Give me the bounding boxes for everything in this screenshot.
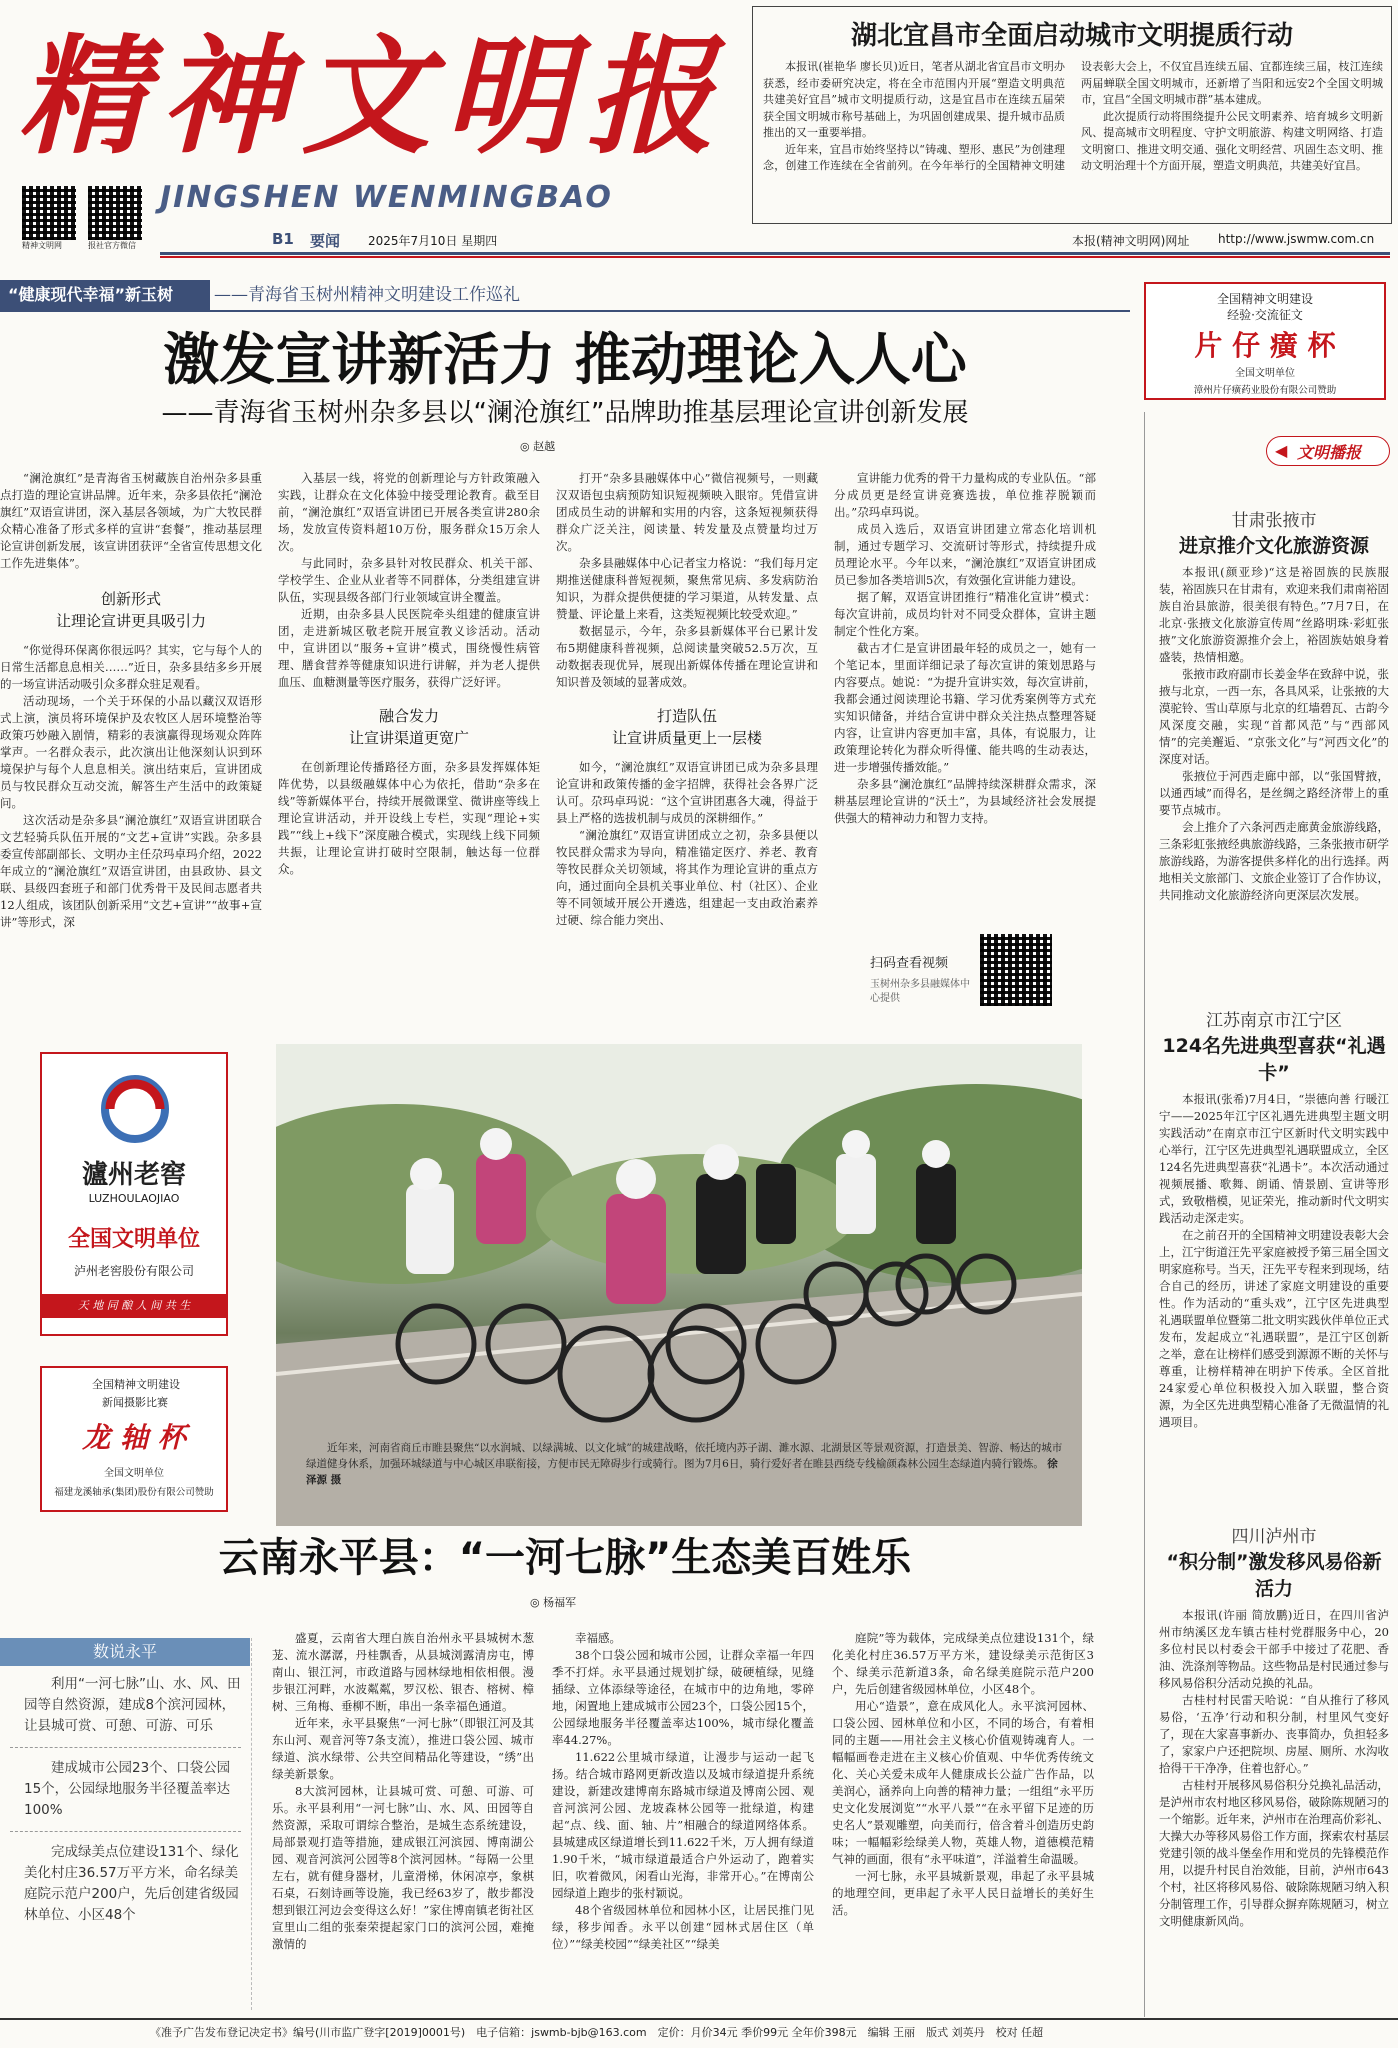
brief-place: 四川泸州市 (1231, 1527, 1317, 1547)
issue-date: 2025年7月10日 星期四 (368, 234, 498, 248)
bottom-col1-para: 8大滨河园林，让县城可赏、可憩、可游、可乐。永平县利用“一河七脉”山、水、风、田园等自然资源，采取可谓综合整治，是城生态系统建设，局部景观打造等措施，建成银江河滨园、博南湖公园、观音河滨河公园等8个滨河园林。“每隔一公里左右，就有健身器材，儿童滑梯，休闲凉亭，象棋石桌，石刻诗画等设施，我已经63岁了，散步都没想到银江河边会变得这么好！”家住博南镇老街社区宣里山二组的张秦荣提起家门口的滨河公园，难掩激情的 (272, 1784, 534, 1951)
brief-item (1159, 1006, 1389, 1501)
brief-para: 古桂村村民雷天哈说：“自从推行了移风易俗，‘五净’行动和积分制，村里风气变好了，现在大家喜事新办、丧事简办，负担轻多了，家家户户还把院坝、房屋、厕所、水沟收拾得干干净净，住着也舒心。” (1159, 1693, 1389, 1775)
masthead-rule (160, 252, 1390, 255)
main-col3-para: 数据显示，今年，杂多县新媒体平台已累计发布5期健康科普视频，总阅读量突破52.5万次，互动数据表现优异，展现出新媒体传播在理论宣讲和知识普及领域的显著成效。 (556, 624, 818, 689)
video-qr-code[interactable] (980, 934, 1052, 1006)
main-col1-para: 这次活动是杂多县“澜沧旗红”双语宣讲团联合文艺轻骑兵队伍开展的“文艺+宣讲”实践。杂多县委宣传部副部长、文明办主任尕玛卓玛介绍，2022年成立的“澜沧旗红”双语宣讲团，由县政协、县文联、县级四套班子和部门优秀骨干及民间志愿者共12人组成，该团队创新采用“文艺+宣讲”“故事+宣讲”等形式，深 (0, 813, 262, 929)
main-story-byline: ◎ 赵越 (520, 440, 556, 453)
bottom-story-headline: 云南永平县：“一河七脉”生态美百姓乐 (218, 1535, 912, 1581)
qr-label-website: 精神文明网 (22, 241, 62, 250)
stats-item: 利用“一河七脉”山、水、风、田园等自然资源，建成8个滨河园林，让县城可赏、可憩、可游、可乐 (24, 1676, 241, 1734)
column-banner (0, 280, 1130, 310)
top-story-headline: 湖北宜昌市全面启动城市文明提质行动 (850, 21, 1293, 51)
video-qr-caption: 扫码查看视频 (870, 956, 949, 971)
broadcast-banner-label: 文明播报 (1297, 443, 1362, 462)
bottom-col1-para: 近年来，永平县聚焦“一河七脉”（即银江河及其东山河、观音河等7条支流），推进口袋公园、城市绿道、滨水绿带、公共空间精品化等建设，“绣”出绿美新景象。 (272, 1716, 534, 1781)
masthead-title: 精神文明报 (18, 22, 729, 172)
column-banner-series: ——青海省玉树州精神文明建设工作巡礼 (214, 285, 520, 305)
qr-label-wechat: 报社官方微信 (88, 241, 136, 250)
ad3-company: 漳州片仔癀药业股份有限公司赞助 (1193, 385, 1337, 396)
brief-item (1159, 1522, 1389, 2027)
bottom-col2-para: 38个口袋公园和城市公园，让群众幸福一年四季不打烊。永平县通过规划扩绿，破硬植绿，见缝插绿、立体添绿等途径，在城市中的边角地，零碎地，闲置地上建成城市公园23个，口袋公园15个，公园绿地服务半径覆盖率达100%，城市绿化覆盖率44.27%。 (552, 1648, 814, 1747)
stats-sidebar (0, 1638, 252, 2010)
right-column (1144, 412, 1398, 2017)
bottom-col3-para: 用心“造景”，意在成风化人。永平滨河园林、口袋公园、园林单位和小区，不同的场合，有着相同的主题——用社会主义核心价值观铸魂育人。一幅幅画卷走进在主义核心价值观、中华优秀传统文化、关心关爱未成年人健康成长公益广告作品，以美润心，涵养向上向善的精神力量；一组组“永平历史文化发展浏览”“水平八景”“在永平留下足迹的历史名人”景观雕塑，向美而行，倍含着斗创造历史韵味；一幅幅彩绘绿美人物，英雄人物，道德模范精气神的画面，很有“永平味道”，洋溢着生命温暖。 (832, 1699, 1094, 1866)
brief-para: 本报讯(张希)7月4日，“崇德向善 行暖江宁——2025年江宁区礼遇先进典型主题文明实践活动”在南京市江宁区新时代文明实践中心举行，江宁区先进典型礼遇联盟成立，全区124名先进典型喜获“礼遇卡”。本次活动通过视频展播、歌舞、朗诵、情景剧、宣讲等形式，致敬楷模，见证荣光，推动新时代文明实践活动走深走实。 (1159, 1092, 1389, 1225)
photo-credit: 徐泽源 摄 (306, 1458, 1058, 1486)
website-label: 本报(精神文明网)网址 (1072, 234, 1190, 248)
top-story-para: 此次提质行动将围绕提升公民文明素养、培育城乡文明新风、提高城市文明程度、守护文明旅游、构建文明网络、打造文明窗口、推进文明交通、强化文明经营、巩固生态文明、推动文明治理十个方面开展，塑造文明典范，共建美好宜昌。 (1081, 109, 1383, 172)
bottom-story-col-2 (552, 1630, 814, 2012)
video-qr-source: 玉树州杂多县融媒体中心提供 (870, 979, 970, 1004)
main-col2-para: 入基层一线，将党的创新理论与方针政策融入实践，让群众在文化体验中接受理论教育。截至目前，“澜沧旗红”双语宣讲团已开展各类宣讲280余场，发放宣传资料超10万份，服务群众15万余人次。 (278, 471, 540, 553)
brief-para: 张掖市政府副市长姜金华在致辞中说，张掖与北京，一西一东，各具风采，让张掖的大漠驼铃、雪山草原与北京的红墙碧瓦、古韵今风深度交融，实现“首都风范”与“西部风情”的完美邂逅、“京张文化”与“河西文化”的深度对话。 (1159, 667, 1389, 766)
brief-item (1159, 506, 1389, 984)
main-story-col-2 (278, 470, 540, 1010)
ad3-title: 全国文明单位 (1235, 368, 1295, 379)
top-story-box (752, 6, 1392, 224)
ad2-title: 全国文明单位 (104, 1468, 164, 1479)
photo-caption (306, 1440, 1066, 1520)
main-col4-para: 成员入选后，双语宣讲团建立常态化培训机制，通过专题学习、交流研讨等形式，持续提升成员理论水平。今年以来，“澜沧旗红”双语宣讲团成员已参加各类培训5次，有效强化宣讲能力建设。 (834, 522, 1096, 587)
main-story-col-3 (556, 470, 818, 1010)
main-col4-para: 杂多县“澜沧旗红”品牌持续深耕群众需求，深耕基层理论宣讲的“沃土”，为县域经济社会发展提供强大的精神动力和智力支持。 (834, 777, 1096, 825)
ad1-pinyin: LUZHOULAOJIAO (88, 1192, 180, 1205)
bottom-col2-para: 48个省级园林单位和园林小区，让居民推门见绿，移步闻香。永平以创建“园林式居住区（单位）”“绿美校园”“绿美社区”“绿美 (552, 1903, 814, 1951)
main-col1-para: 活动现场，一个关于环保的小品以藏汉双语形式上演，演员将环境保护及农牧区人居环境整治等政策巧妙融入剧情，精彩的表演赢得现场观众阵阵掌声。一名群众表示，此次演出让他深刻认识到环境保护与每个人息息相关。演出结束后，宣讲团成员与牧民群众互动交流，解答生产生活中的政策疑问。 (0, 694, 262, 810)
ad3-top1: 全国精神文明建设 (1216, 292, 1313, 306)
brief-title: “积分制”激发移风易俗新活力 (1166, 1551, 1382, 1600)
masthead-pinyin: JINGSHEN WENMINGBAO (160, 180, 613, 215)
brief-para: 在之前召开的全国精神文明建设表彰大会上，江宁街道汪先平家庭被授予第三届全国文明家庭称号。当天，汪先平专程来到现场，结合自己的经历，讲述了家庭文明建设的重要性。作为活动的“重头戏”，江宁区先进典型礼遇联盟单位暨第二批文明实践伙伴单位正式发布，发起成立“礼遇联盟”，是江宁区创新之举，意在让榜样们感受到源源不断的关怀与尊重，让榜样精神在明护下传承。全区首批24家爱心单位积极投入加入联盟，整合资源，为全区先进典型精心准备了无微温情的礼遇项目。 (1159, 1228, 1389, 1429)
date-bar (160, 228, 1398, 252)
main-col3-subhead-1: 打造队伍 (656, 707, 717, 725)
stats-item: 完成绿美点位建设131个、绿化美化村庄36.57万平方米，命名绿美庭院示范户200户，先后创建省级园林单位、小区48个 (24, 1844, 239, 1923)
ad-longzhoubei (40, 1366, 228, 1512)
ad2-top1: 全国精神文明建设 (92, 1378, 180, 1391)
top-story-para: 近年来，宜昌市始终坚持以“铸魂、塑形、惠民”为创建理念，创建工作连续在全省前列。在今年举行的全国精神文明建设表彰大会上，不仅宜昌连续五届、宜都连续三届，枝江连续两届蝉联全国文明城市，还新增了当阳和远安2个全国文明城市，宜昌“全国文明城市群”基本建成。 (763, 60, 1383, 172)
photo-caption-text: 近年来，河南省商丘市睢县聚焦“以水润城、以绿满城、以文化城”的城建战略，依托境内苏子湖、濉水源、北湖景区等景观资源，打造景美、智游、畅达的城市绿道健身休系，加强环城绿道与中心城区串联衔接，方便市民无障碍步行或骑行。图为7月6日，骑行爱好者在睢县西绕专线榆颜森林公园生态绿道内骑行锻炼。 (306, 1442, 1063, 1470)
ad2-company: 福建龙溪轴承(集团)股份有限公司赞助 (54, 1487, 214, 1498)
brief-para: 本报讯(颜亚珍)“这是裕固族的民族服装，裕固族只在甘肃有，欢迎来我们肃南裕固族自治县旅游，很美很有特色。”7月7日，在北京·张掖文化旅游宣传周“丝路明珠·彩虹张掖”文化旅游资源推介会上，裕固族姑娘身着盛装，热情相邀。 (1159, 565, 1389, 664)
brief-place: 甘肃张掖市 (1231, 511, 1317, 531)
bottom-story-col-1 (272, 1630, 534, 2012)
bottom-col3-para: 庭院”等为载体，完成绿美点位建设131个，绿化美化村庄36.57万平方米，建设绿美示范街区3个、绿美示范新道3条，命名绿美庭院示范户200户，先后创建省级园林单位，小区48个。 (832, 1631, 1094, 1696)
bottom-story-byline: ◎ 杨福军 (530, 1596, 577, 1609)
main-col2-para: 近期，由杂多县人民医院牵头组建的健康宣讲团，走进新城区敬老院开展宣教义诊活动。活动中，宣讲团以“服务+宣讲”模式，围绕慢性病管理、膳食营养等健康知识进行讲解，并为老人提供血压、血糖测量等医疗服务，获得广泛好评。 (278, 607, 540, 689)
main-col1-subhead-1: 创新形式 (100, 590, 161, 608)
main-col2-para: 在创新理论传播路径方面，杂多县发挥媒体矩阵优势，以县级融媒体中心为依托，借助“杂多在线”等新媒体平台，持续开展微课堂、微讲座等线上理论宣讲活动，并开设线上专栏，实现“理论+实践”“线上+线下”深度融合模式，实现线上线下同频共振，让理论宣讲打破时空限制，触达每一位群众。 (278, 760, 540, 876)
main-story-col-4 (834, 470, 1096, 910)
main-story-subheadline: ——青海省玉树州杂多县以“澜沧旗红”品牌助推基层理论宣讲创新发展 (161, 398, 969, 428)
brief-title: 进京推介文化旅游资源 (1178, 535, 1369, 557)
main-col3-subhead-2: 让宣讲质量更上一层楼 (611, 729, 762, 747)
main-col2-subhead-2: 让宣讲渠道更宽广 (348, 729, 469, 747)
bottom-col1-para: 盛夏，云南省大理白族自治州永平县城树木葱茏、流水潺潺，丹桂飘香，从县城浏露清房屯，博南山、银江河，市政道路与园林绿地相依相偎。漫步银江河畔，水波粼粼，罗汉松、银杏、榕树、樟树、三角梅、垂柳不断，串出一条幸福色通道。 (272, 1631, 534, 1713)
main-story-headline: 激发宣讲新活力 推动理论入人心 (163, 328, 967, 393)
qr-code-wechat[interactable] (88, 186, 142, 240)
main-col2-subhead-1: 融合发力 (378, 707, 439, 725)
main-col3-para: 如今，“澜沧旗红”双语宣讲团已成为杂多县理论宣讲和政策传播的金字招牌，获得社会各界广泛认可。尕玛卓玛说：“这个宣讲团惠各大魂，得益于县上严格的选拔机制与成员的深耕细作。” (556, 760, 818, 825)
main-col4-para: 据了解，双语宣讲团推行“精准化宣讲”模式：每次宣讲前，成员均针对不同受众群体，宣讲主题制定个性化方案。 (834, 590, 1096, 638)
bottom-story-col-3 (832, 1630, 1094, 2012)
broadcast-banner (1266, 436, 1390, 466)
luzhou-logo-icon (100, 1074, 170, 1144)
ad2-top2: 新闻摄影比赛 (102, 1396, 168, 1409)
broadcast-icon: ◀ (1275, 441, 1288, 460)
column-banner-tag: “健康现代幸福”新玉树 (0, 280, 210, 310)
main-col1-para: “澜沧旗红”是青海省玉树藏族自治州杂多县重点打造的理论宣讲品牌。近年来，杂多县依托“澜沧旗红”双语宣讲团，深入基层各领域，为广大牧民群众精心准备了形式多样的宣讲“套餐”，推动基层理论宣讲创新发展，该宣讲团获评“全省宣传思想文化工作先进集体”。 (0, 471, 262, 570)
main-col4-para: 截古才仁是宣讲团最年轻的成员之一，她有一个笔记本，里面详细记录了每次宣讲的策划思路与内容要点。她说：“为提升宣讲实效，每次宣讲前，我都会通过阅读理论书籍、学习优秀案例等方式充实知识储备，并结合宣讲中群众关注热点整理答疑内容，让宣讲内容更加丰富，具体，有说服力，让政策理论转化为群众听得懂、能共鸣的生动表达，进一步增强传播效能。” (834, 641, 1096, 774)
brief-place: 江苏南京市江宁区 (1206, 1011, 1342, 1031)
cycling-photo (276, 1044, 1082, 1526)
brief-para: 会上推介了六条河西走廊黄金旅游线路，三条彩虹张掖经典旅游线路，三条张掖市研学旅游线路，为游客提供多样化的出行选择。两地相关文旅部门、文旅企业签订了合作协议，共同推动文化旅游经济向更深层次发展。 (1159, 820, 1389, 902)
top-story-body (763, 59, 1383, 219)
main-col3-para: 打开“杂多县融媒体中心”微信视频号，一则藏汉双语包虫病预防知识短视频映入眼帘。凭借宣讲团成员生动的讲解和实用的内容，这条短视频获得群众广泛关注，阅读量、转发量及点赞量均过万次。 (556, 471, 818, 553)
footer-rule (0, 2018, 1398, 2020)
stats-sidebar-title: 数说永平 (0, 1638, 250, 1666)
website-url[interactable]: http://www.jswmw.com.cn (1218, 232, 1375, 246)
top-story-para: 本报讯(崔艳华 廖长贝)近日，笔者从湖北省宜昌市文明办获悉，经市委研究决定，将在全市范围内开展“塑造文明典范 共建美好宜昌”城市文明提质行动，这是宜昌市在连续五届荣获全国文明城市称号基础上，为巩固创建成果、提升城市品质推出的又一重要举措。 (763, 60, 1065, 139)
ad1-slogan: 天 地 同 酿 人 间 共 生 (42, 1294, 226, 1318)
stats-item: 建成城市公园23个、口袋公园15个，公园绿地服务半径覆盖率达100% (24, 1760, 231, 1818)
ad2-brand: 龙 轴 杯 (82, 1421, 186, 1454)
ad1-company: 泸州老窖股份有限公司 (73, 1264, 194, 1278)
ad-pianzaihuang (1144, 282, 1386, 400)
masthead-rule-red (160, 256, 1390, 258)
qr-code-website[interactable] (22, 186, 76, 240)
main-col1-para: “你觉得环保离你很远吗？其实，它与每个人的日常生活都息息相关……”近日，杂多县结多乡开展的一场宣讲活动吸引众多群众驻足观看。 (0, 643, 262, 691)
bottom-col2-para: 11.622公里城市绿道，让漫步与运动一起飞扬。结合城市路网更新改造以及城市绿道提升系统建设，新建改建博南东路城市绿道及博南公园、观音河滨河公园、龙坡森林公园等一批绿道，构建起“点、线、面、轴、片”相融合的绿道网络体系。县城建成区绿道增长到11.622千米，万人拥有绿道1.90千米，“城市绿道最适合户外运动了，跑着实旧，吹着微风，闲看山光海，非常开心。”在博南公园绿道上跑步的张村颖说。 (552, 1750, 814, 1900)
main-story-col-1 (0, 470, 262, 1010)
brief-title: 124名先进典型喜获“礼遇卡” (1162, 1035, 1386, 1084)
main-col2-para: 与此同时，杂多县针对牧民群众、机关干部、学校学生、企业从业者等不同群体，分类组建宣讲队伍，实现县级各部门行业领域宣讲全覆盖。 (278, 556, 540, 604)
section-name: 要闻 (310, 232, 341, 250)
main-col1-subhead-2: 让理论宣讲更具吸引力 (55, 612, 206, 630)
ad3-top2: 经验·交流征文 (1227, 308, 1303, 322)
ad1-brand: 瀘州老窖 (81, 1160, 186, 1190)
brief-para: 古桂村开展移风易俗积分兑换礼品活动，是泸州市农村地区移风易俗，破除陈规陋习的一个缩影。近年来，泸州市在治理高价彩礼、大操大办等移风易俗工作方面，探索农村基层党建引领的战斗堡垒作用和党员的先锋模范作用，以提升村民自治效能，目前，泸州市643个村，社区将移风易俗、破除陈规陋习纳入积分制管理工作，引导群众摒弃陈规陋习，树立文明健康新风尚。 (1159, 1778, 1389, 1928)
brief-para: 张掖位于河西走廊中部，以“张国臂掖，以通西域”而得名，是丝绸之路经济带上的重要节点城市。 (1159, 769, 1389, 817)
footer-info: 《准予广告发布登记决定书》编号(川市监广登字[2019]0001号) 电子信箱：jswmb-bjb@163.com 定价：月价34元 季价99元 全年价398元 编辑 王丽 版式 刘英丹 校对 任超 (150, 2026, 1044, 2039)
ad3-brand: 片 仔 癀 杯 (1194, 329, 1336, 362)
bottom-col2-para: 幸福感。 (575, 1631, 621, 1645)
main-col3-para: 杂多县融媒体中心记者宝力格说：“我们每月定期推送健康科普短视频，聚焦常见病、多发病防治知识，为群众提供便捷的学习渠道，从转发量、点赞量、评论量上来看，这类短视频比较受欢迎。” (556, 556, 818, 621)
main-col4-para: 宣讲能力优秀的骨干力量构成的专业队伍。“部分成员更是经宣讲竞赛选拔，单位推荐脱颖而出。”尕玛卓玛说。 (834, 471, 1096, 519)
ad-luzhoulaojiao (40, 1052, 228, 1336)
edition-number: B1 (272, 230, 294, 248)
main-col3-para: “澜沧旗红”双语宣讲团成立之初，杂多县便以牧民群众需求为导向，精准锚定医疗、养老、教育等牧民群众关切领域，将其作为理论宣讲的重点方向，通过面向全县机关事业单位、村（社区）、企业等不同领域开展公开遴选，组建起一支由政治素养过硬、综合能力突出、 (556, 828, 818, 927)
ad1-title: 全国文明单位 (67, 1226, 200, 1252)
brief-para: 本报讯(许丽 简放鹏)近日，在四川省泸州市纳溪区龙车镇古桂村党群服务中心，20多位村民以村委会干部手中接过了花肥、香油、洗涤剂等物品。这些物品是村民通过参与移风易俗积分活动兑换的礼品。 (1159, 1608, 1389, 1690)
bottom-col3-para: 一河七脉，永平县城新景观，串起了永平县城的地理空间，更串起了永平人民日益增长的美好生活。 (832, 1869, 1094, 1917)
